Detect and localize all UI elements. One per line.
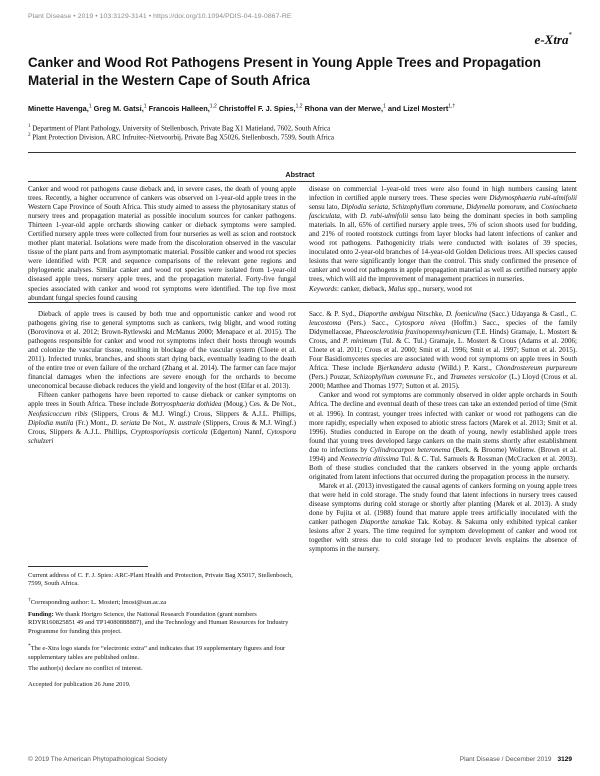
- body-right-column: [309, 310, 577, 554]
- body-left-column: [28, 310, 296, 446]
- affiliation: $^1$ Department of Plant Pathology, University of Stellenbosch, Private Bag X1 Matieland, 7602, South Africa: [28, 124, 331, 133]
- abstract-text: disease on commercial 1-year-old trees were also found in high numbers causing latent infection in certified apple nursery trees. These species were Didymosphaeria rubi-ulmifolii sensu lato, Diplodia seriata, Schizophyllum commune, Didymella pomorum, and Coniochaeta fasciculata, with D. rubi-ulmifolii sensu lato being the dominant species in both sampling materials. In all, 65% of certified nursery apple trees, 5% of scion shoots used for budding, and 21% of rooted rootstock cuttings from layer blocks had latent infections of canker and wood rot pathogens. Pathogenicity trials were conducted with isolates of 39 species, inoculated onto 2-year-old branches of 14-year-old Golden Delicious trees. All species caused lesions that were significantly longer than the control. This study confirmed the presence of canker and wood rot pathogens in apple propagation material as well as certified nursery apple trees, which will aid the improvement of management practices in nurseries.: [309, 185, 577, 284]
- footnote-accepted: Accepted for publication 26 June 2019.: [28, 681, 131, 688]
- running-head: Plant Disease • 2019 • 103:3129-3141 • https://doi.org/10.1094/PDIS-04-19-0867-RE: [28, 13, 292, 20]
- body-paragraph: Canker and wood rot symptoms are commonly observed in older apple orchards in South Africa. The decline and eventual death of these trees can take an extended period of time (Smit et al. 1996). In contrast, younger trees infected with canker or wood rot pathogens can die more rapidly, especially when exposed to abiotic stress factors (Marek et al. 2013; Smit et al. 1996). Studies conducted in Europe on the death of young, newly established apple trees found that young trees developed large cankers on the main stems shortly after establishment due to infections by Cylindrocarpon heteronema (Berk. & Broome) Wollenw. (Brown et al. 1994) and Neonectria ditissima Tul. & C. Tul. Samuels & Rossman (McCracken et al. 2003). Both of these studies concluded that the cankers observed in the young apple orchards originated from latent infections that occurred during the propagation process in the nursery.: [309, 391, 577, 481]
- author: Minette Havenga,$^1$: [28, 104, 92, 114]
- e-xtra-label: e-Xtra: [534, 32, 569, 47]
- body-paragraph: Marek et al. (2013) investigated the causal agents of cankers forming on young apple trees that were held in cold storage. The study found that latent infections in nursery trees caused disease symptoms during cold storage or shortly after planting (Marek et al. 2013). A study done by Fujita et al. (1988) found that mature apple trees artificially inoculated with the canker pathogen Diaporthe tanakae Tak. Kobay. & Sakuma only exhibited typical canker lesions after 2 years. The time required for symptom development of canker and wood rot together with stress due to cold storage led to producer levels explains the absence of symptoms in the nursery.: [309, 481, 577, 554]
- keywords: Keywords: canker, dieback, Malus spp., nursery, wood rot: [309, 284, 473, 293]
- article-title: Canker and Wood Rot Pathogens Present in Young Apple Trees and Propagation Material in the Western Cape of South Africa: [28, 55, 541, 88]
- e-xtra-badge: [535, 32, 572, 48]
- footnote-current-address: Current address of C. F. J. Spies: ARC-Plant Health and Protection, Private Bag X5017, Stellenbosch, 7599, South Africa.: [28, 572, 293, 588]
- author: Greg M. Gatsi,$^1$: [93, 104, 147, 114]
- abstract-heading: Abstract: [285, 170, 315, 179]
- footnote-conflict: The author(s) declare no conflict of interest.: [28, 665, 143, 672]
- body-paragraph: Dieback of apple trees is caused by both true and opportunistic canker and wood rot pathogens giving rise to general symptoms such as cankers, twig blight, and wood rotting (Borovinova et al. 2012; Brown-Rytlewski and McManus 2000; Menapace et al. 2015). The pathogens responsible for canker and wood rot symptoms infect their hosts through wounds and colonize the vascular tissue, resulting in blockage of the vascular system (Cloete et al. 2011). Infected trunks, branches, and shoots start dying back, eventually leading to the death of the entire tree or even failure of the orchard (Zhang et al. 2014). The farmer can face major financial damages when the infections are severe enough for the orchards to become uneconomical because dieback reduces the yield and longevity of the host (Elfar et al. 2013).: [28, 310, 296, 391]
- footnote-extra: *The e-Xtra logo stands for “electronic extra” and indicates that 19 supplementary figures and four supplementary tables are published online.: [28, 643, 286, 661]
- body-paragraph: Fifteen canker pathogens have been reported to cause dieback or canker symptoms on apple trees in South Africa. These include Botryosphaeria dothidea (Moug.) Ces. & De Not., Neofusicoccum ribis (Slippers, Crous & M.J. Wingf.) Crous, Slippers & A.J.L. Phillips, Diplodia mutila (Fr.) Mont., D. seriata De Not., N. australe (Slippers, Crous & M.J. Wingf.) Crous, Slippers & A.J.L. Phillips, Cryptosporiopsis corticola (Edgerton) Nannf, Cytospora schulzeri: [28, 391, 296, 445]
- divider: [28, 302, 576, 303]
- author: Christoffel F. J. Spies,$^{1,2}$: [218, 104, 303, 114]
- author: Francois Halleen,$^{1,2}$: [148, 104, 217, 114]
- abstract-text: Canker and wood rot pathogens cause dieback and, in severe cases, the death of young apple trees. Recently, a higher occurrence of cankers was observed on 1-year-old apple trees in the Western Cape Province of South Africa. This study aimed to assess the phytosanitary status of nursery trees and propagation material as possible inoculum sources for canker pathogens. Thirteen 1-year-old apple orchards showing canker or dieback symptoms were sampled. Certified nursery apple trees were collected from four nurseries as well as scion and rootstock mother plant material. Isolations were made from the discoloration observed in the vascular tissue of the plant parts and from asymptomatic material. Possible canker and wood rot species were identified with PCR and sequence comparisons of the relevant gene regions and phylogenetic analyses. Similar canker and wood rot species were isolated from 1-year-old diseased apple trees, nursery apple trees, and the propagation material. Forty-five fungal species associated with canker and wood rot symptoms were identified. The top five most abundant fungal species found causing: [28, 185, 296, 302]
- body-paragraph: Sacc. & P. Syd., Diaporthe ambigua Nitschke, D. foeniculina (Sacc.) Udayanga & Castl., C. leucostoma (Pers.) Sacc., Cytospora nivea (Hoffm.) Sacc., species of the family Didymellaceae, Phaeosclerotinia fraxinopennsylvanicum (T.E. Hinds) Gramaje, L. Mostert & Crous, and P. minimum (Tul. & C. Tul.) Gramaje, L. Mostert & Crous (Adams et al. 2006; Cloete et al. 2011; Crous et al. 2000; Smit et al. 1996; Smit et al. 1997; Sutton et al. 2015). Four Basidiomycetes species are associated with wood rot symptoms on apple trees in South Africa. These include Bjerkandera adusta (Willd.) P. Karst., Chondrostereum purpureum (Pers.) Pouzar, Schizophyllum commune Fr., and Trametes versicolor (L.) Lloyd (Crous et al. 2000; Matthee and Thomas 1977; Sutton et al. 2015).: [309, 310, 578, 391]
- footer-journal: Plant Disease / December 2019: [459, 756, 552, 763]
- footnote-divider: [28, 566, 148, 567]
- abstract-right-column: [309, 185, 577, 294]
- footnote-funding: Funding: We thank Hortgro Science, the National Research Foundation (grant numbers RDYR160825851 49 and TP14080888887), and the Technology and Human Resources for Industry Programme for funding this project.: [28, 611, 289, 635]
- author: and Lizel Mostert$^{1,\dagger}$: [387, 104, 456, 114]
- abstract-left-column: [28, 185, 296, 303]
- e-xtra-mark: *: [568, 31, 572, 39]
- footnote-corresponding: †Corresponding author: L. Mostert; lmost@sun.ac.za: [28, 597, 167, 607]
- affiliation: $^2$ Plant Protection Division, ARC Infruitec-Nietvoorbij, Private Bag X5026, Stellenbosch, 7599, South Africa: [28, 133, 334, 142]
- author-list: [28, 104, 576, 113]
- divider: [28, 152, 576, 153]
- divider: [28, 181, 576, 182]
- page-footer: [460, 756, 572, 763]
- author: Rhona van der Merwe,$^1$: [304, 104, 386, 114]
- page-number: 3129: [557, 756, 572, 763]
- copyright: © 2019 The American Phytopathological Society: [28, 756, 168, 763]
